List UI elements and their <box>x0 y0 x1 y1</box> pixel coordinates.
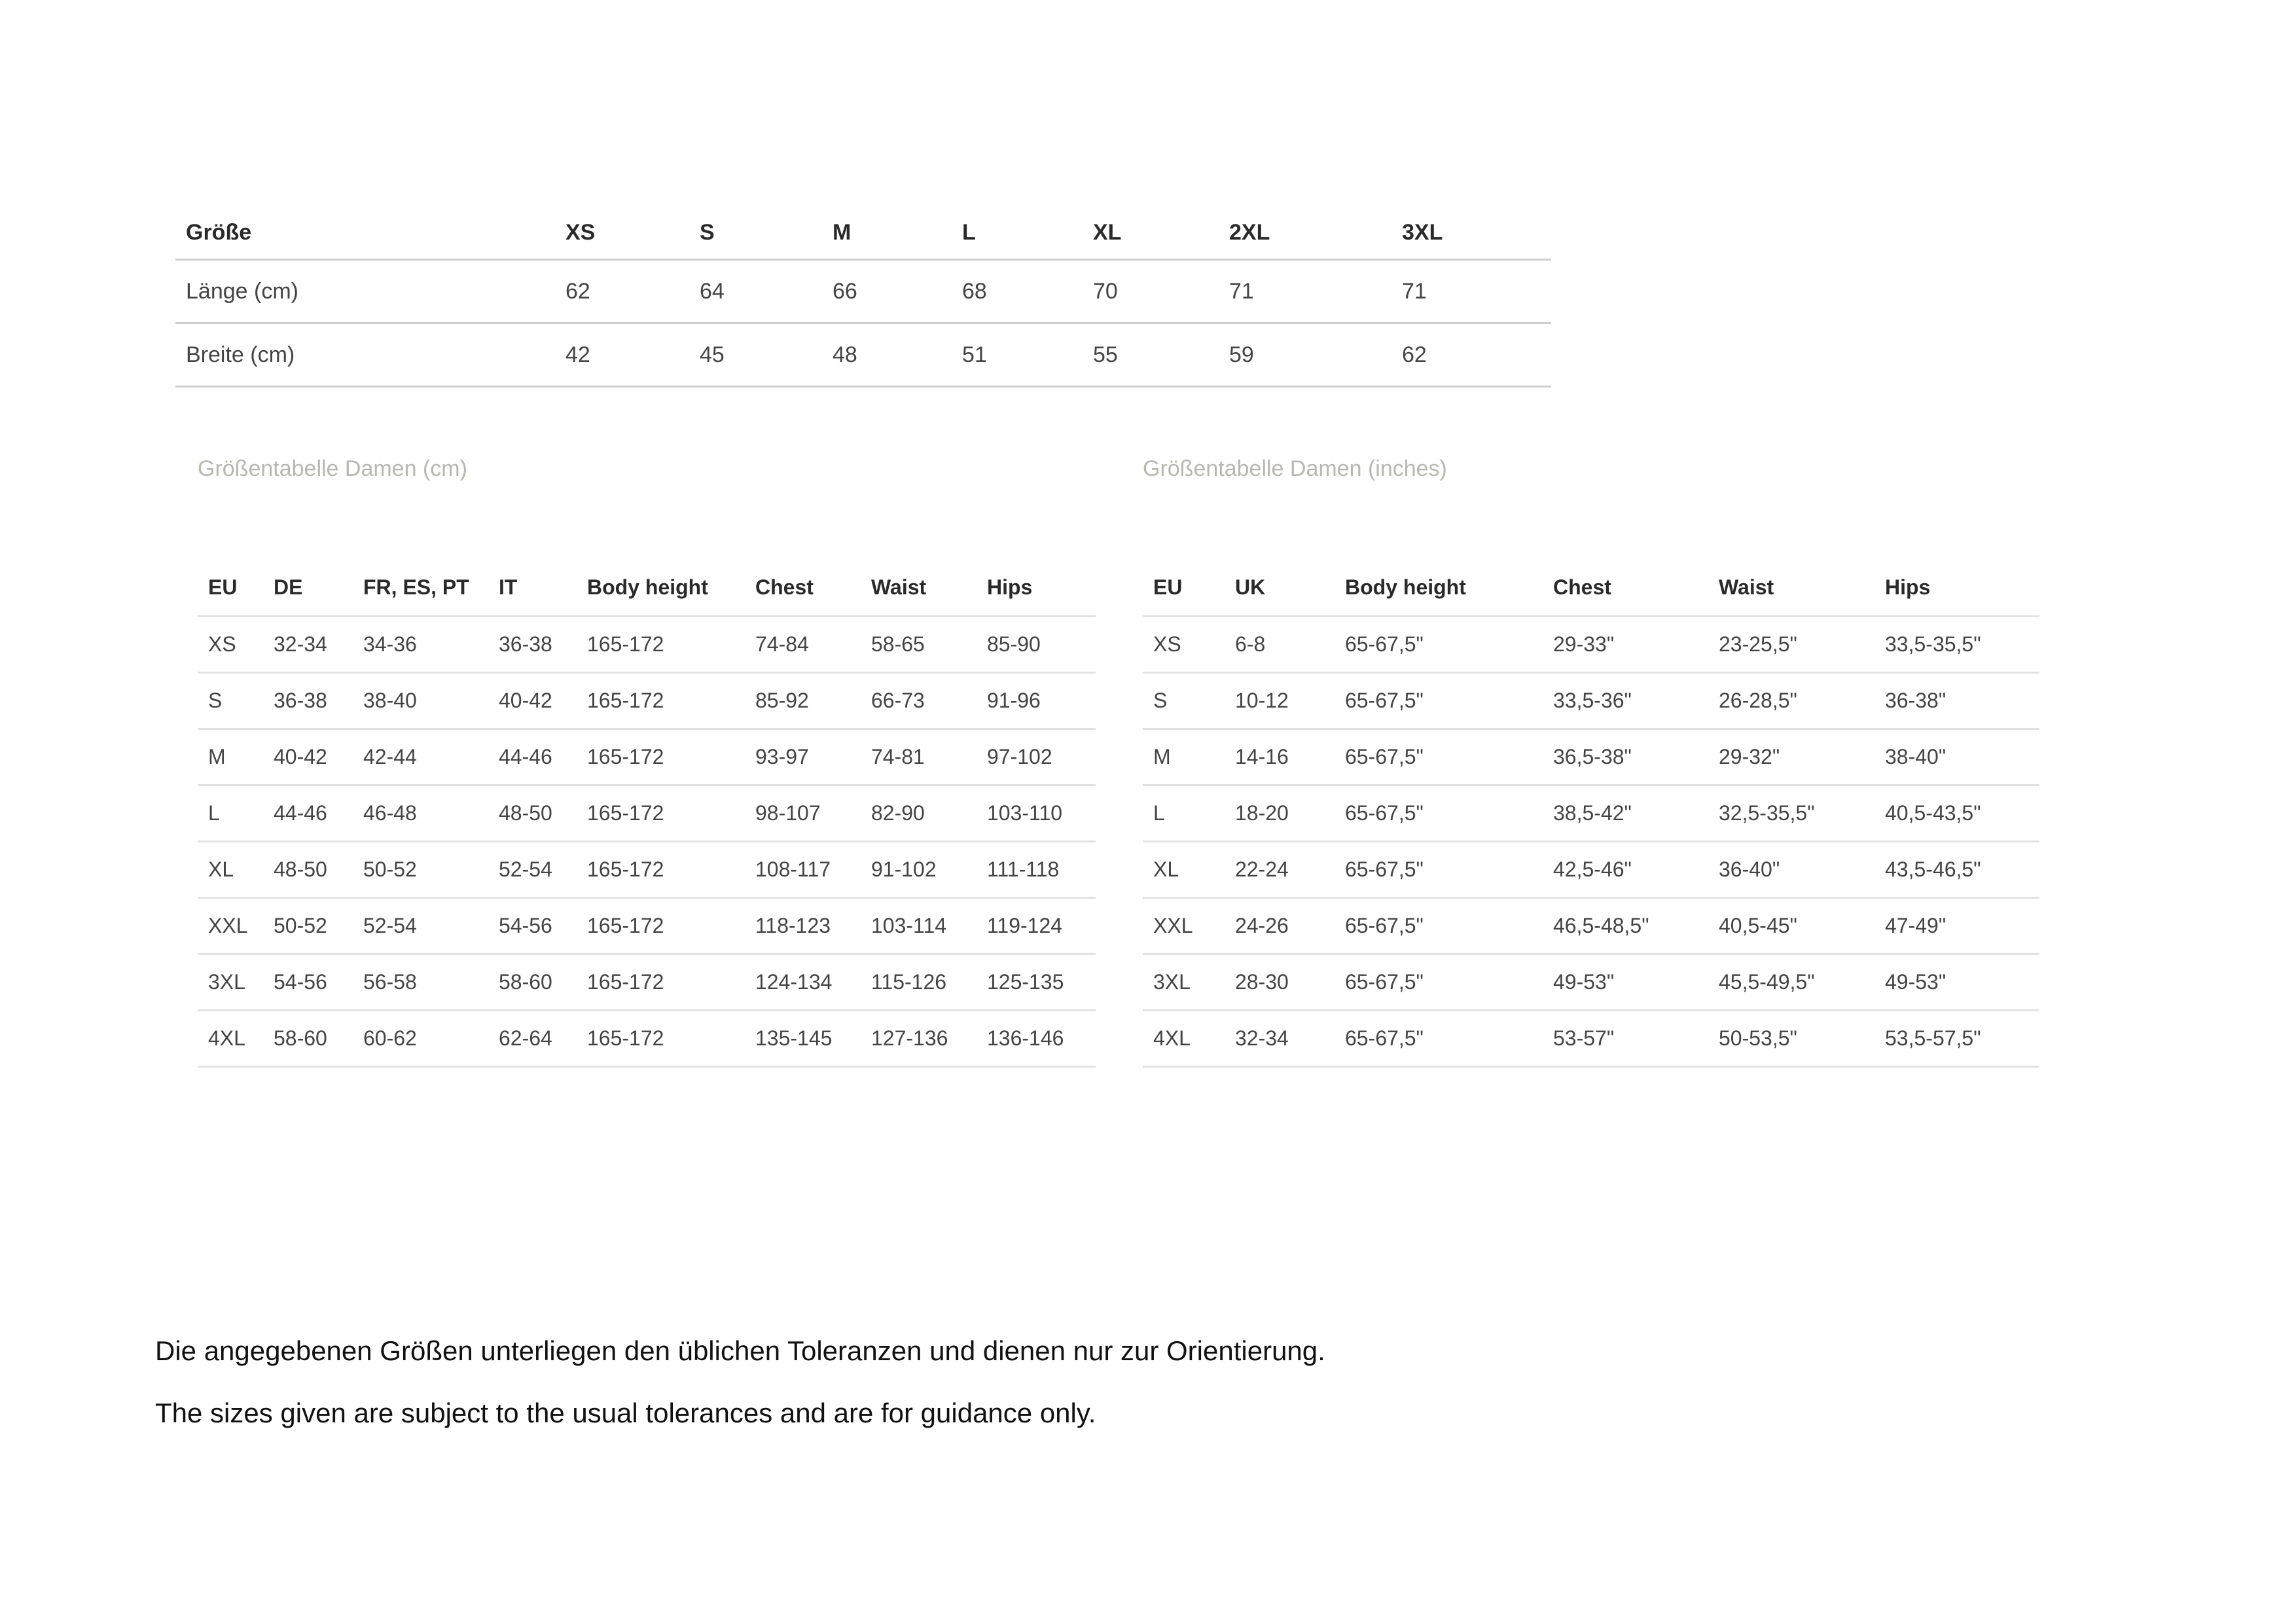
table-cell: 103-114 <box>861 898 977 954</box>
table-cell: 65-67,5" <box>1335 954 1543 1011</box>
table-row <box>175 323 1551 387</box>
table-row <box>198 673 1096 729</box>
tolerance-note-german: Die angegebenen Größen unterliegen den üblichen Toleranzen und dienen nur zur Orientierung. <box>155 1335 1325 1366</box>
table-cell: 49-53" <box>1543 954 1708 1011</box>
table-cell: 55 <box>1083 323 1219 387</box>
table-cell: 36,5-38" <box>1543 729 1708 785</box>
table-cell: 65-67,5" <box>1335 842 1543 898</box>
table-cell: 119-124 <box>977 898 1096 954</box>
table-cell: 111-118 <box>977 842 1096 898</box>
table-cell: 65-67,5" <box>1335 617 1543 673</box>
table-cell: 48-50 <box>488 785 577 842</box>
table-cell: 48 <box>822 323 952 387</box>
table-cell: XS <box>1143 617 1225 673</box>
table-cell: 36-38 <box>263 673 353 729</box>
table-cell: 22-24 <box>1225 842 1335 898</box>
table-row <box>1143 617 2039 673</box>
table-row <box>1143 898 2039 954</box>
product-measurement-table <box>175 206 1551 388</box>
table-cell: 136-146 <box>977 1011 1096 1067</box>
column-header: XL <box>1083 206 1219 260</box>
table-cell: 23-25,5" <box>1708 617 1874 673</box>
column-header: M <box>822 206 952 260</box>
table-cell: XS <box>198 617 263 673</box>
table-cell: 65-67,5" <box>1335 1011 1543 1067</box>
table-row <box>198 898 1096 954</box>
table-cell: 60-62 <box>353 1011 488 1067</box>
table-cell: 3XL <box>1143 954 1225 1011</box>
table-cell: 62-64 <box>488 1011 577 1067</box>
table-cell: M <box>1143 729 1225 785</box>
table-cell: 91-102 <box>861 842 977 898</box>
table-cell: 45,5-49,5" <box>1708 954 1874 1011</box>
table-cell: 49-53" <box>1874 954 2039 1011</box>
table-cell: 24-26 <box>1225 898 1335 954</box>
table-cell: 28-30 <box>1225 954 1335 1011</box>
table-cell: 43,5-46,5" <box>1874 842 2039 898</box>
column-header: Hips <box>977 560 1096 617</box>
table-cell: 36-40" <box>1708 842 1874 898</box>
table-cell: 33,5-36" <box>1543 673 1708 729</box>
tolerance-note-english: The sizes given are subject to the usual tolerances and are for guidance only. <box>155 1398 1096 1428</box>
column-header: DE <box>263 560 353 617</box>
table-cell: S <box>1143 673 1225 729</box>
women-size-table-inches <box>1143 560 2039 1068</box>
table-cell: 97-102 <box>977 729 1096 785</box>
column-header: Größe <box>175 206 555 260</box>
table-cell: 65-67,5" <box>1335 673 1543 729</box>
table-cell: 91-96 <box>977 673 1096 729</box>
table-row <box>198 1011 1096 1067</box>
table-cell: 115-126 <box>861 954 977 1011</box>
column-header: 3XL <box>1391 206 1551 260</box>
table-cell: 36-38" <box>1874 673 2039 729</box>
table-cell: 47-49" <box>1874 898 2039 954</box>
size-chart-title-cm: Größentabelle Damen (cm) <box>198 456 467 481</box>
table-cell: 38-40 <box>353 673 488 729</box>
table-row <box>1143 954 2039 1011</box>
table-cell: 18-20 <box>1225 785 1335 842</box>
table-row <box>1143 785 2039 842</box>
table-cell: 26-28,5" <box>1708 673 1874 729</box>
table-cell: 70 <box>1083 260 1219 323</box>
table-cell: Breite (cm) <box>175 323 555 387</box>
table-cell: 42-44 <box>353 729 488 785</box>
table-cell: 93-97 <box>745 729 861 785</box>
table-row <box>198 842 1096 898</box>
table-cell: L <box>198 785 263 842</box>
table-cell: XL <box>198 842 263 898</box>
table-cell: 50-52 <box>263 898 353 954</box>
table-cell: 85-92 <box>745 673 861 729</box>
table-cell: 118-123 <box>745 898 861 954</box>
table-cell: 59 <box>1219 323 1391 387</box>
table-cell: 38-40" <box>1874 729 2039 785</box>
table-cell: 85-90 <box>977 617 1096 673</box>
table-row <box>1143 673 2039 729</box>
table-cell: 29-32" <box>1708 729 1874 785</box>
table-cell: 54-56 <box>263 954 353 1011</box>
table-cell: 62 <box>1391 323 1551 387</box>
column-header: IT <box>488 560 577 617</box>
table-cell: 165-172 <box>577 954 745 1011</box>
table-row <box>1143 1011 2039 1067</box>
table-cell: 34-36 <box>353 617 488 673</box>
table-cell: 42 <box>555 323 689 387</box>
table-cell: M <box>198 729 263 785</box>
table-cell: 125-135 <box>977 954 1096 1011</box>
table-cell: 46-48 <box>353 785 488 842</box>
table-cell: 51 <box>952 323 1083 387</box>
column-header: 2XL <box>1219 206 1391 260</box>
table-cell: 103-110 <box>977 785 1096 842</box>
table-cell: 58-65 <box>861 617 977 673</box>
table-cell: 14-16 <box>1225 729 1335 785</box>
table-cell: 127-136 <box>861 1011 977 1067</box>
table-cell: 42,5-46" <box>1543 842 1708 898</box>
table-header-row <box>1143 560 2039 617</box>
table-cell: 52-54 <box>353 898 488 954</box>
column-header: S <box>689 206 822 260</box>
table-cell: 74-84 <box>745 617 861 673</box>
table-cell: XXL <box>198 898 263 954</box>
table-cell: 46,5-48,5" <box>1543 898 1708 954</box>
table-cell: 108-117 <box>745 842 861 898</box>
table-cell: Länge (cm) <box>175 260 555 323</box>
table-cell: 165-172 <box>577 729 745 785</box>
table-cell: 71 <box>1219 260 1391 323</box>
table-cell: 48-50 <box>263 842 353 898</box>
table-cell: 66-73 <box>861 673 977 729</box>
table-cell: 4XL <box>1143 1011 1225 1067</box>
table-cell: 68 <box>952 260 1083 323</box>
table-cell: 124-134 <box>745 954 861 1011</box>
table-cell: 165-172 <box>577 673 745 729</box>
column-header: Body height <box>1335 560 1543 617</box>
table-cell: 56-58 <box>353 954 488 1011</box>
table-row <box>1143 842 2039 898</box>
table-cell: 74-81 <box>861 729 977 785</box>
column-header: Waist <box>1708 560 1874 617</box>
column-header: Hips <box>1874 560 2039 617</box>
table-cell: 165-172 <box>577 1011 745 1067</box>
table-cell: 40-42 <box>263 729 353 785</box>
table-cell: 38,5-42" <box>1543 785 1708 842</box>
table-cell: 65-67,5" <box>1335 898 1543 954</box>
table-cell: 165-172 <box>577 785 745 842</box>
table-cell: 165-172 <box>577 898 745 954</box>
table-row <box>1143 729 2039 785</box>
table-row <box>175 260 1551 323</box>
table-cell: 50-52 <box>353 842 488 898</box>
table-cell: 50-53,5" <box>1708 1011 1874 1067</box>
table-cell: 52-54 <box>488 842 577 898</box>
table-cell: 32-34 <box>263 617 353 673</box>
table-header-row <box>175 206 1551 260</box>
column-header: Chest <box>745 560 861 617</box>
column-header: Chest <box>1543 560 1708 617</box>
table-cell: 53-57" <box>1543 1011 1708 1067</box>
women-size-table-cm <box>198 560 1096 1068</box>
table-cell: 32-34 <box>1225 1011 1335 1067</box>
column-header: XS <box>555 206 689 260</box>
table-cell: 4XL <box>198 1011 263 1067</box>
table-cell: 62 <box>555 260 689 323</box>
column-header: UK <box>1225 560 1335 617</box>
table-cell: XL <box>1143 842 1225 898</box>
column-header: Waist <box>861 560 977 617</box>
table-cell: 33,5-35,5" <box>1874 617 2039 673</box>
table-cell: 44-46 <box>263 785 353 842</box>
table-cell: 98-107 <box>745 785 861 842</box>
table-cell: 58-60 <box>488 954 577 1011</box>
table-row <box>198 617 1096 673</box>
table-row <box>198 954 1096 1011</box>
table-cell: 165-172 <box>577 842 745 898</box>
table-cell: 65-67,5" <box>1335 729 1543 785</box>
table-cell: 45 <box>689 323 822 387</box>
column-header: EU <box>1143 560 1225 617</box>
table-cell: 40,5-45" <box>1708 898 1874 954</box>
table-cell: 64 <box>689 260 822 323</box>
table-cell: 82-90 <box>861 785 977 842</box>
table-cell: S <box>198 673 263 729</box>
table-cell: 165-172 <box>577 617 745 673</box>
table-cell: 58-60 <box>263 1011 353 1067</box>
table-cell: 3XL <box>198 954 263 1011</box>
table-cell: 40-42 <box>488 673 577 729</box>
table-cell: 40,5-43,5" <box>1874 785 2039 842</box>
table-cell: 53,5-57,5" <box>1874 1011 2039 1067</box>
column-header: Body height <box>577 560 745 617</box>
table-cell: 32,5-35,5" <box>1708 785 1874 842</box>
table-cell: 44-46 <box>488 729 577 785</box>
table-cell: XXL <box>1143 898 1225 954</box>
column-header: FR, ES, PT <box>353 560 488 617</box>
table-cell: 66 <box>822 260 952 323</box>
table-row <box>198 785 1096 842</box>
table-cell: 71 <box>1391 260 1551 323</box>
table-cell: 36-38 <box>488 617 577 673</box>
table-cell: L <box>1143 785 1225 842</box>
table-cell: 65-67,5" <box>1335 785 1543 842</box>
column-header: L <box>952 206 1083 260</box>
table-cell: 54-56 <box>488 898 577 954</box>
table-cell: 6-8 <box>1225 617 1335 673</box>
size-chart-title-inches: Größentabelle Damen (inches) <box>1143 456 1447 481</box>
column-header: EU <box>198 560 263 617</box>
table-header-row <box>198 560 1096 617</box>
table-cell: 29-33" <box>1543 617 1708 673</box>
table-cell: 135-145 <box>745 1011 861 1067</box>
table-row <box>198 729 1096 785</box>
table-cell: 10-12 <box>1225 673 1335 729</box>
